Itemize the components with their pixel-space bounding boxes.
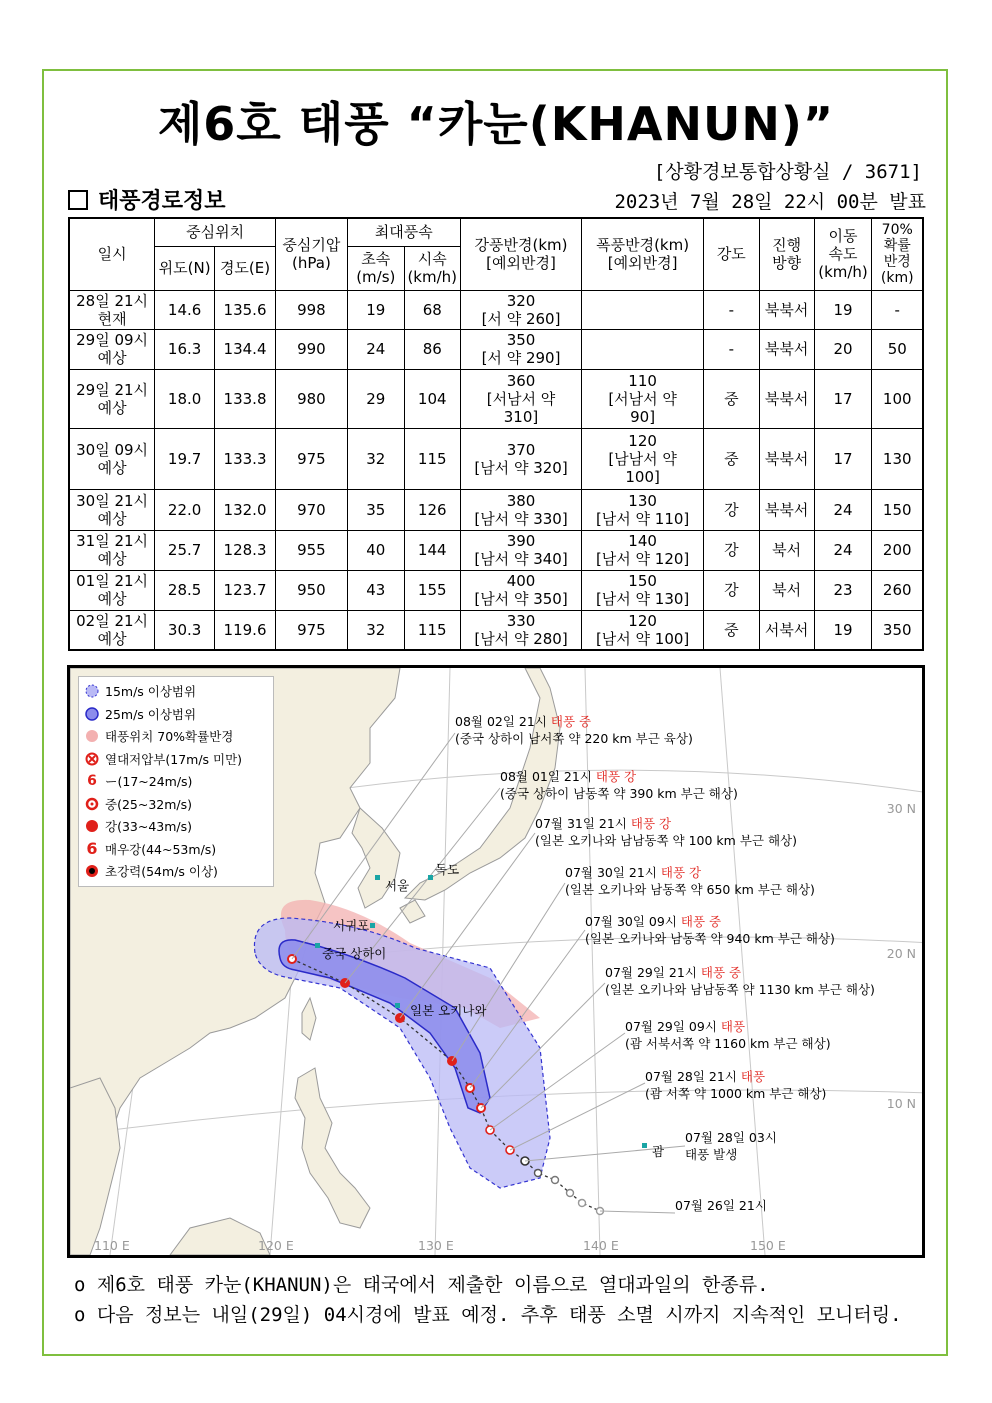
- cell-kmh: 68: [404, 290, 460, 329]
- annotation-time: 08월 02일 21시: [455, 714, 551, 729]
- cell-lon: 132.0: [215, 489, 276, 530]
- annotation-time: 07월 29일 09시: [625, 1019, 721, 1034]
- map-legend: [78, 676, 274, 887]
- cell-prob: -: [872, 290, 923, 329]
- cell-lat: 14.6: [155, 290, 215, 329]
- cell-time: 29일 21시 예상: [69, 369, 155, 428]
- place-seogwipo: 서귀포: [333, 918, 370, 933]
- cell-intensity: 중: [703, 610, 759, 650]
- super-typhoon-icon: [85, 864, 99, 878]
- typhoon-track-map: [67, 665, 925, 1258]
- place-dokdo: 독도: [435, 862, 460, 877]
- track-table-body: [69, 290, 923, 650]
- annotation-line2: (중국 상하이 남서쪽 약 220 km 부근 육상): [455, 731, 693, 746]
- cell-intensity: -: [703, 329, 759, 369]
- lon-label-120: 120 E: [258, 1238, 294, 1253]
- place-okinawa: 일본 오키나와: [410, 1003, 487, 1018]
- annotation-time: 07월 30일 09시: [585, 914, 681, 929]
- cell-speed: 24: [814, 530, 872, 570]
- table-row: [69, 610, 923, 650]
- track-point-past-2: [552, 1177, 559, 1184]
- cell-ms: 32: [347, 428, 404, 489]
- cell-gale: 350 [서 약 290]: [460, 329, 582, 369]
- annotation-strength: 태풍 강: [630, 816, 672, 831]
- annotation-8: [685, 1129, 777, 1163]
- header-storm: 폭풍반경(km) [예외반경]: [582, 218, 704, 290]
- cell-speed: 19: [814, 610, 872, 650]
- cell-storm: 110 [서남서 약 90]: [582, 369, 704, 428]
- cell-kmh: 86: [404, 329, 460, 369]
- annotation-7: [645, 1068, 826, 1102]
- cell-kmh: 104: [404, 369, 460, 428]
- annotation-strength: 태풍: [740, 1069, 766, 1084]
- annotation-line2: (중국 상하이 남동쪽 약 390 km 부근 해상): [500, 786, 738, 801]
- annotation-3: [565, 864, 815, 898]
- lat-label-10: 10 N: [886, 1096, 916, 1111]
- office-label: [상황경보통합상황실 / 3671]: [653, 161, 922, 183]
- annotation-line1: [500, 768, 738, 785]
- header-prob: 70% 확률 반경 (km): [872, 218, 923, 290]
- track-point-past-3: [567, 1190, 574, 1197]
- cell-pressure: 975: [275, 610, 347, 650]
- annotation-5: [605, 964, 875, 998]
- track-table: [68, 217, 924, 651]
- cell-kmh: 115: [404, 428, 460, 489]
- issued-time: 2023년 7월 28일 22시 00분 발표: [614, 191, 926, 213]
- page-title: 제6호 태풍 “카눈(KHANUN)”: [157, 97, 835, 151]
- table-row: [69, 489, 923, 530]
- legend-item: 강(33~43m/s): [85, 815, 267, 838]
- cell-direction: 북북서: [759, 329, 814, 369]
- annotation-line1: [675, 1197, 767, 1214]
- place-seoul: 서울: [385, 878, 410, 893]
- lon-label-150: 150 E: [750, 1238, 786, 1253]
- cell-intensity: 중: [703, 428, 759, 489]
- blue-circle-icon: [85, 707, 99, 721]
- header-lon: 경도(E): [215, 246, 276, 290]
- lon-label-140: 140 E: [583, 1238, 619, 1253]
- cell-lon: 133.3: [215, 428, 276, 489]
- table-row: [69, 530, 923, 570]
- cell-time: 02일 21시 예상: [69, 610, 155, 650]
- cell-storm: 120 [남서 약 100]: [582, 610, 704, 650]
- cell-lon: 119.6: [215, 610, 276, 650]
- annotation-2: [535, 815, 797, 849]
- section-heading: [68, 184, 226, 215]
- cell-lon: 123.7: [215, 570, 276, 610]
- cell-pressure: 975: [275, 428, 347, 489]
- table-row: [69, 570, 923, 610]
- cell-prob: 100: [872, 369, 923, 428]
- cell-speed: 24: [814, 489, 872, 530]
- cell-lon: 134.4: [215, 329, 276, 369]
- annotation-line2: (일본 오키나와 남동쪽 약 940 km 부근 해상): [585, 931, 835, 946]
- cell-lon: 135.6: [215, 290, 276, 329]
- legend-item: 6 매우강(44~53m/s): [86, 838, 217, 858]
- track-point-past-1: [535, 1170, 542, 1177]
- header-ms: 초속 (m/s): [347, 246, 404, 290]
- cell-speed: 17: [814, 428, 872, 489]
- cell-time: 31일 21시 예상: [69, 530, 155, 570]
- annotation-line1: [625, 1018, 831, 1035]
- cell-kmh: 115: [404, 610, 460, 650]
- note-1: o 제6호 태풍 카눈(KHANUN)은 태국에서 제출한 이름으로 열대과일의 한종류.: [74, 1274, 769, 1296]
- cell-lat: 22.0: [155, 489, 215, 530]
- medium-typhoon-icon: [85, 797, 99, 811]
- cell-direction: 북서: [759, 530, 814, 570]
- legend-item: 15m/s 이상범위: [85, 680, 267, 703]
- header-pressure: 중심기압 (hPa): [275, 218, 347, 290]
- cell-lat: 16.3: [155, 329, 215, 369]
- cell-prob: 260: [872, 570, 923, 610]
- annotation-6: [625, 1018, 831, 1052]
- legend-item: 태풍위치 70%확률반경: [85, 725, 267, 748]
- strong-typhoon-icon: [85, 819, 99, 833]
- checkbox-icon: [68, 190, 88, 210]
- annotation-strength: 태풍 중: [550, 714, 592, 729]
- okinawa-marker: [395, 1003, 400, 1008]
- cell-lat: 28.5: [155, 570, 215, 610]
- cell-ms: 24: [347, 329, 404, 369]
- cell-ms: 29: [347, 369, 404, 428]
- cell-time: 30일 21시 예상: [69, 489, 155, 530]
- guam-marker: [642, 1143, 647, 1148]
- cell-speed: 19: [814, 290, 872, 329]
- cell-direction: 북북서: [759, 489, 814, 530]
- annotation-strength: 태풍 중: [700, 965, 742, 980]
- cell-lat: 30.3: [155, 610, 215, 650]
- cell-kmh: 126: [404, 489, 460, 530]
- annotation-0: [455, 713, 693, 747]
- annotation-line1: [535, 815, 797, 832]
- cell-pressure: 990: [275, 329, 347, 369]
- cell-speed: 23: [814, 570, 872, 610]
- cell-direction: 북서: [759, 570, 814, 610]
- legend-item: 6 ー(17~24m/s): [85, 770, 267, 793]
- cell-lat: 25.7: [155, 530, 215, 570]
- table-row: [69, 290, 923, 329]
- cell-lat: 19.7: [155, 428, 215, 489]
- annotation-line1: [645, 1068, 826, 1085]
- cell-ms: 35: [347, 489, 404, 530]
- lon-label-110: 110 E: [94, 1238, 130, 1253]
- cell-gale: 390 [남서 약 340]: [460, 530, 582, 570]
- annotation-time: 08월 01일 21시: [500, 769, 596, 784]
- lon-label-130: 130 E: [418, 1238, 454, 1253]
- cell-prob: 150: [872, 489, 923, 530]
- table-row: [69, 329, 923, 369]
- legend-item: 열대저압부(17m/s 미만): [85, 748, 267, 771]
- cell-speed: 17: [814, 369, 872, 428]
- very-strong-typhoon-icon: 6: [86, 838, 98, 858]
- cell-kmh: 144: [404, 530, 460, 570]
- header-kmh: 시속 (km/h): [404, 246, 460, 290]
- annotation-time: 07월 28일 03시: [685, 1130, 777, 1145]
- annotation-4: [585, 913, 835, 947]
- cell-time: 30일 09시 예상: [69, 428, 155, 489]
- cell-intensity: -: [703, 290, 759, 329]
- annotation-line1: [605, 964, 875, 981]
- cell-ms: 32: [347, 610, 404, 650]
- header-lat: 위도(N): [155, 246, 215, 290]
- cross-circle-icon: [85, 752, 99, 766]
- cell-gale: 400 [남서 약 350]: [460, 570, 582, 610]
- cell-gale: 330 [남서 약 280]: [460, 610, 582, 650]
- cell-storm: 140 [남서 약 120]: [582, 530, 704, 570]
- annotation-line2: (일본 오키나와 남남동쪽 약 1130 km 부근 해상): [605, 982, 875, 997]
- header-speed: 이동 속도 (km/h): [814, 218, 872, 290]
- cell-storm: 150 [남서 약 130]: [582, 570, 704, 610]
- section-heading-text: 태풍경로정보: [98, 189, 226, 214]
- cell-ms: 43: [347, 570, 404, 610]
- cell-direction: 서북서: [759, 610, 814, 650]
- cell-lat: 18.0: [155, 369, 215, 428]
- header-intensity: 강도: [703, 218, 759, 290]
- cell-storm: [582, 290, 704, 329]
- cell-pressure: 950: [275, 570, 347, 610]
- cell-ms: 19: [347, 290, 404, 329]
- header-gale: 강풍반경(km) [예외반경]: [460, 218, 582, 290]
- cell-gale: 320 [서 약 260]: [460, 290, 582, 329]
- cell-prob: 50: [872, 329, 923, 369]
- seogwipo-marker: [370, 923, 375, 928]
- annotation-line1: [455, 713, 693, 730]
- header-time: 일시: [69, 218, 155, 290]
- annotation-1: [500, 768, 738, 802]
- table-row: [69, 428, 923, 489]
- cell-gale: 370 [남서 약 320]: [460, 428, 582, 489]
- dotted-circle-icon: [85, 684, 99, 698]
- shanghai-marker: [315, 943, 320, 948]
- cell-prob: 130: [872, 428, 923, 489]
- annotation-strength: 태풍 강: [595, 769, 637, 784]
- place-guam: 괌: [652, 1144, 665, 1159]
- annotation-line1: [585, 913, 835, 930]
- cell-speed: 20: [814, 329, 872, 369]
- cell-ms: 40: [347, 530, 404, 570]
- cell-gale: 380 [남서 약 330]: [460, 489, 582, 530]
- cell-intensity: 강: [703, 530, 759, 570]
- cell-direction: 북북서: [759, 369, 814, 428]
- cell-lon: 128.3: [215, 530, 276, 570]
- cell-pressure: 970: [275, 489, 347, 530]
- cell-direction: 북북서: [759, 428, 814, 489]
- weak-typhoon-icon: 6: [87, 773, 97, 790]
- cell-intensity: 강: [703, 570, 759, 610]
- legend-item: 25m/s 이상범위: [85, 703, 267, 726]
- track-point-past-4: [579, 1200, 586, 1207]
- annotation-time: 07월 26일 21시: [675, 1198, 767, 1213]
- cell-time: 29일 09시 예상: [69, 329, 155, 369]
- header-center: 중심위치: [155, 218, 276, 246]
- annotation-line2: 태풍 발생: [685, 1147, 738, 1162]
- annotation-line2: (괌 서북서쪽 약 1160 km 부근 해상): [625, 1036, 831, 1051]
- cell-intensity: 강: [703, 489, 759, 530]
- lat-label-30: 30 N: [886, 801, 916, 816]
- annotation-line1: [565, 864, 815, 881]
- annotation-strength: 태풍: [720, 1019, 746, 1034]
- cell-time: 28일 21시 현재: [69, 290, 155, 329]
- annotation-time: 07월 28일 21시: [645, 1069, 741, 1084]
- cell-storm: 130 [남서 약 110]: [582, 489, 704, 530]
- header-direction: 진행 방향: [759, 218, 814, 290]
- cell-time: 01일 21시 예상: [69, 570, 155, 610]
- header-maxwind: 최대풍속: [347, 218, 460, 246]
- cell-pressure: 955: [275, 530, 347, 570]
- place-shanghai: 중국 상하이: [322, 946, 387, 961]
- legend-item: 초강력(54m/s 이상): [85, 860, 267, 883]
- cell-pressure: 980: [275, 369, 347, 428]
- cell-intensity: 중: [703, 369, 759, 428]
- pink-circle-icon: [85, 729, 99, 743]
- annotation-time: 07월 30일 21시: [565, 865, 661, 880]
- annotation-strength: 태풍 중: [680, 914, 722, 929]
- cell-storm: 120 [남남서 약 100]: [582, 428, 704, 489]
- annotation-9: [675, 1197, 767, 1214]
- cell-prob: 350: [872, 610, 923, 650]
- cell-gale: 360 [서남서 약 310]: [460, 369, 582, 428]
- note-2: o 다음 정보는 내일(29일) 04시경에 발표 예정. 추후 태풍 소멸 시까지 지속적인 모니터링.: [74, 1304, 902, 1326]
- annotation-time: 07월 31일 21시: [535, 816, 631, 831]
- cell-lon: 133.8: [215, 369, 276, 428]
- cell-kmh: 155: [404, 570, 460, 610]
- annotation-time: 07월 29일 21시: [605, 965, 701, 980]
- annotation-line2: (일본 오키나와 남남동쪽 약 100 km 부근 해상): [535, 833, 797, 848]
- cell-pressure: 998: [275, 290, 347, 329]
- annotation-line1: [685, 1129, 777, 1146]
- cell-direction: 북북서: [759, 290, 814, 329]
- lat-label-20: 20 N: [886, 946, 916, 961]
- legend-item: 중(25~32m/s): [85, 793, 267, 816]
- annotation-line2: (괌 서쪽 약 1000 km 부근 해상): [645, 1086, 827, 1101]
- table-row: [69, 369, 923, 428]
- cell-prob: 200: [872, 530, 923, 570]
- dokdo-marker: [428, 875, 433, 880]
- cell-storm: [582, 329, 704, 369]
- annotation-strength: 태풍 강: [660, 865, 702, 880]
- seoul-marker: [375, 875, 380, 880]
- annotation-line2: (일본 오키나와 남동쪽 약 650 km 부근 해상): [565, 882, 815, 897]
